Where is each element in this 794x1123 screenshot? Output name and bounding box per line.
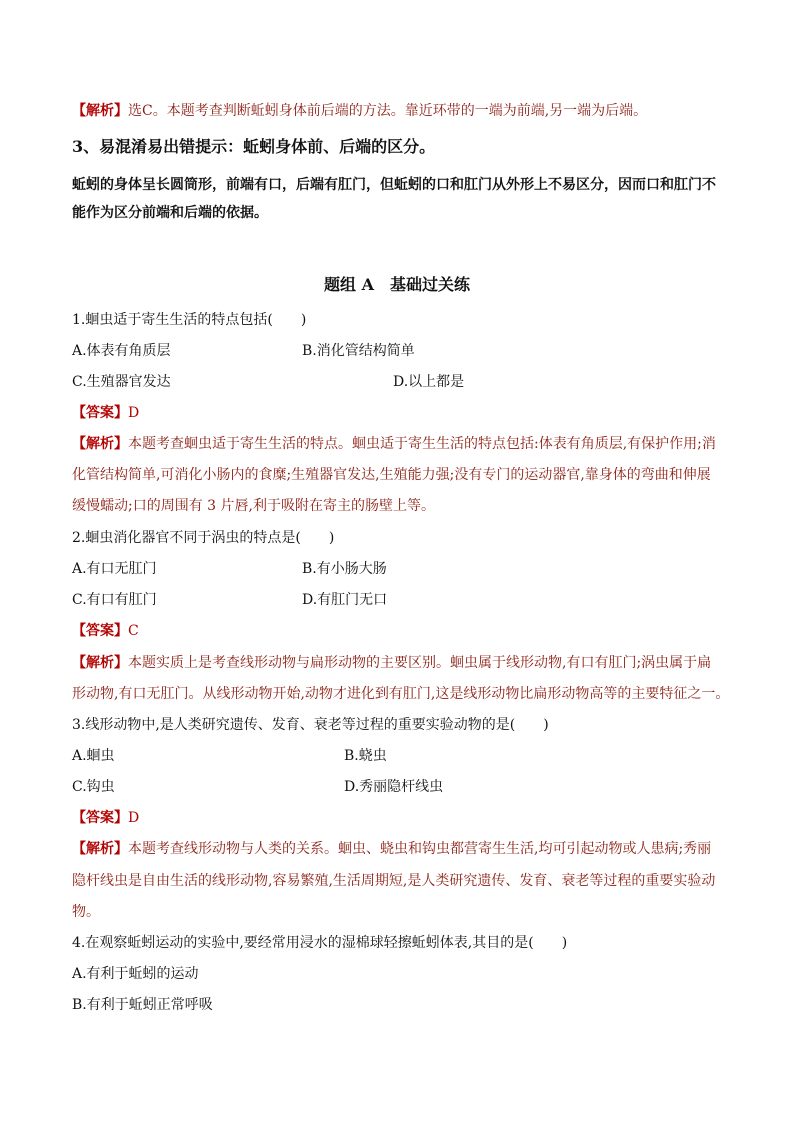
answer-tag: 【答案】	[72, 810, 128, 826]
q1-jiexi-line1	[72, 435, 716, 453]
q2-option-d: D.有肛门无口	[302, 592, 388, 608]
jiexi-text: 本题考查线形动物与人类的关系。蛔虫、蛲虫和钩虫都营寄生生活,均可引起动物或人患病;秀丽	[128, 841, 712, 857]
jiexi-text: 本题实质上是考查线形动物与扁形动物的主要区别。蛔虫属于线形动物,有口有肛门;涡虫属于扁	[128, 655, 712, 671]
tip-paragraph-line2: 能作为区分前端和后端的依据。	[72, 205, 268, 221]
jiexi-text: 本题考查蛔虫适于寄生生活的特点。蛔虫适于寄生生活的特点包括:体表有角质层,有保护作用;消	[128, 436, 716, 452]
q4-option-b: B.有利于蚯蚓正常呼吸	[72, 997, 213, 1013]
answer-value: C	[128, 623, 139, 639]
q2-jiexi-line2: 形动物,有口无肛门。从线形动物开始,动物才进化到有肛门,这是线形动物比扁形动物高等的主要特征之一。	[72, 686, 730, 702]
q2-stem: 2.蛔虫消化器官不同于涡虫的特点是( )	[72, 530, 335, 546]
q1-option-c: C.生殖器官发达	[72, 374, 171, 390]
q3-option-c: C.钩虫	[72, 779, 115, 795]
tip-heading: 3、易混淆易出错提示：蚯蚓身体前、后端的区分。	[72, 137, 436, 156]
q3-jiexi-line1	[72, 840, 711, 858]
q1-jiexi-line2: 化管结构简单,可消化小肠内的食糜;生殖器官发达,生殖能力强;没有专门的运动器官,靠身体的弯曲和伸展	[72, 467, 711, 483]
jiexi-tag: 【解析】	[72, 436, 128, 452]
answer-value: D	[128, 810, 140, 826]
jiexi-tag: 【解析】	[72, 103, 128, 119]
q2-option-a: A.有口无肛门	[72, 561, 157, 577]
q3-option-d: D.秀丽隐杆线虫	[344, 779, 444, 795]
q1-jiexi-line3: 缓慢蠕动;口的周围有 3 片唇,利于吸附在寄主的肠壁上等。	[72, 498, 435, 514]
q3-jiexi-line2: 隐杆线虫是自由生活的线形动物,容易繁殖,生活周期短,是人类研究遗传、发育、衰老等过程的重要实验动	[72, 873, 716, 889]
answer-value: D	[128, 405, 140, 421]
tip-paragraph-line1: 蚯蚓的身体呈长圆筒形，前端有口，后端有肛门，但蚯蚓的口和肛门从外形上不易区分，因而口和肛门不	[72, 177, 716, 193]
q2-option-b: B.有小肠大肠	[302, 561, 387, 577]
q3-jiexi-line3: 物。	[72, 904, 100, 920]
answer-tag: 【答案】	[72, 405, 128, 421]
q2-option-c: C.有口有肛门	[72, 592, 157, 608]
jiexi-text: 选C。本题考查判断蚯蚓身体前后端的方法。靠近环带的一端为前端,另一端为后端。	[128, 103, 648, 119]
q1-answer	[72, 404, 139, 422]
q4-option-a: A.有利于蚯蚓的运动	[72, 966, 199, 982]
q3-stem: 3.线形动物中,是人类研究遗传、发育、衰老等过程的重要实验动物的是( )	[72, 717, 549, 733]
q2-answer	[72, 622, 139, 640]
answer-tag: 【答案】	[72, 623, 128, 639]
q3-answer	[72, 809, 139, 827]
q1-stem: 1.蛔虫适于寄生生活的特点包括( )	[72, 312, 307, 328]
jiexi-tag: 【解析】	[72, 841, 128, 857]
jiexi-line-top	[72, 102, 647, 120]
jiexi-tag: 【解析】	[72, 655, 128, 671]
q4-stem: 4.在观察蚯蚓运动的实验中,要经常用浸水的湿棉球轻擦蚯蚓体表,其目的是( )	[72, 935, 568, 951]
q1-option-b: B.消化管结构简单	[302, 343, 415, 359]
q1-option-a: A.体表有角质层	[72, 343, 171, 359]
q2-jiexi-line1	[72, 654, 711, 672]
section-title: 题组 A 基础过关练	[324, 275, 470, 294]
q1-option-d: D.以上都是	[393, 374, 465, 390]
q3-option-a: A.蛔虫	[72, 748, 115, 764]
q3-option-b: B.蛲虫	[344, 748, 387, 764]
